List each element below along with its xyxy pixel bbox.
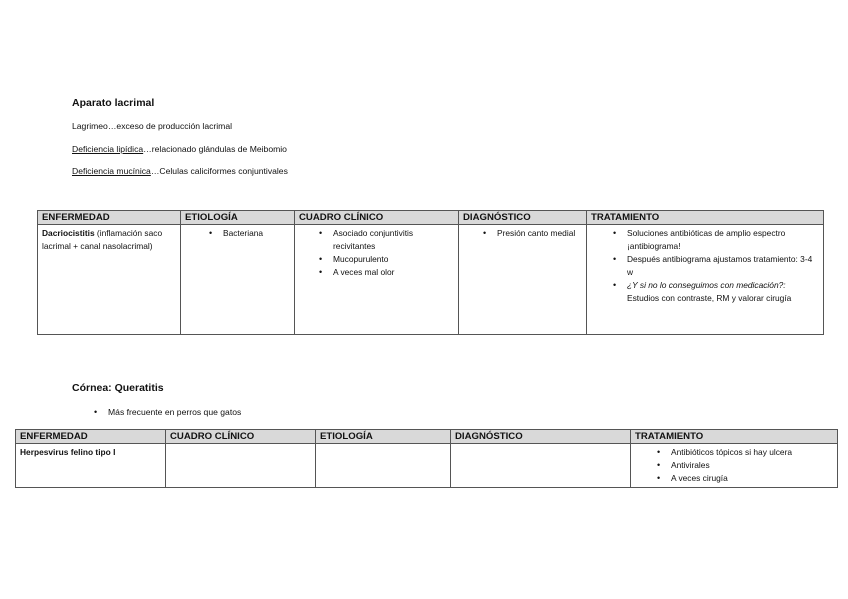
treatment-item: • Antivirales (671, 459, 833, 472)
cell-etiologia (316, 444, 451, 488)
cell-tratamiento (587, 225, 824, 335)
clinical-item: • Asociado conjuntivitis recivitantes (333, 227, 454, 253)
header-enfermedad: ENFERMEDAD (16, 430, 166, 444)
cell-tratamiento (631, 444, 838, 488)
disease-description: (inflamación saco lacrimal + canal nasolacrimal) (42, 228, 163, 251)
header-diagnostico: DIAGNÓSTICO (451, 430, 631, 444)
header-tratamiento: TRATAMIENTO (587, 211, 824, 225)
mucinica-description: …Celulas caliciformes conjuntivales (150, 166, 288, 176)
cornea-bullet-text: • Más frecuente en perros que gatos (108, 407, 241, 417)
header-etiologia: ETIOLOGÍA (316, 430, 451, 444)
header-tratamiento: TRATAMIENTO (631, 430, 838, 444)
treatment-answer: Estudios con contraste, RM y valorar cirugía (627, 293, 792, 303)
cell-enfermedad (16, 444, 166, 488)
clinical-item: • Mucopurulento (333, 253, 454, 266)
section-title-cornea: Córnea: Queratitis (72, 382, 164, 394)
treatment-item: • Después antibiograma ajustamos tratamiento: 3-4 w (627, 253, 817, 279)
treatment-question: ¿Y si no lo conseguimos con medicación?: (627, 280, 786, 290)
treatment-item (627, 279, 817, 305)
clinical-item: • A veces mal olor (333, 266, 454, 279)
lacrimal-line-lipidica (72, 144, 287, 154)
header-diagnostico: DIAGNÓSTICO (459, 211, 587, 225)
cell-cuadro-clinico (166, 444, 316, 488)
disease-name: Herpesvirus felino tipo I (20, 447, 116, 457)
cell-etiologia (181, 225, 295, 335)
table-row (16, 444, 838, 488)
table-header-row (38, 211, 824, 225)
lacrimal-table (37, 210, 824, 335)
table-header-row (16, 430, 838, 444)
cell-enfermedad (38, 225, 181, 335)
cell-cuadro-clinico (295, 225, 459, 335)
header-enfermedad: ENFERMEDAD (38, 211, 181, 225)
header-cuadro-clinico: CUADRO CLÍNICO (295, 211, 459, 225)
lipidica-description: …relacionado glándulas de Meibomio (143, 144, 287, 154)
term-deficiencia-mucinica: Deficiencia mucínica (72, 166, 151, 176)
treatment-item: • Soluciones antibióticas de amplio espectro ¡antibiograma! (627, 227, 817, 253)
section-title-lacrimal: Aparato lacrimal (72, 97, 155, 109)
lacrimal-line-lagrimeo: Lagrimeo…exceso de producción lacrimal (72, 121, 233, 131)
lacrimal-line-mucinica (72, 166, 288, 176)
etiology-item: • Bacteriana (223, 227, 290, 240)
cornea-table (15, 429, 838, 488)
table-row (38, 225, 824, 335)
cell-diagnostico (459, 225, 587, 335)
treatment-item: • Antibióticos tópicos si hay ulcera (671, 446, 833, 459)
disease-name: Dacriocistitis (42, 228, 95, 238)
header-cuadro-clinico: CUADRO CLÍNICO (166, 430, 316, 444)
header-etiologia: ETIOLOGÍA (181, 211, 295, 225)
treatment-item: • A veces cirugía (671, 472, 833, 485)
term-deficiencia-lipidica: Deficiencia lipídica (72, 144, 144, 154)
diagnosis-item: • Presión canto medial (497, 227, 582, 240)
cornea-bullet (108, 407, 241, 417)
cell-diagnostico (451, 444, 631, 488)
